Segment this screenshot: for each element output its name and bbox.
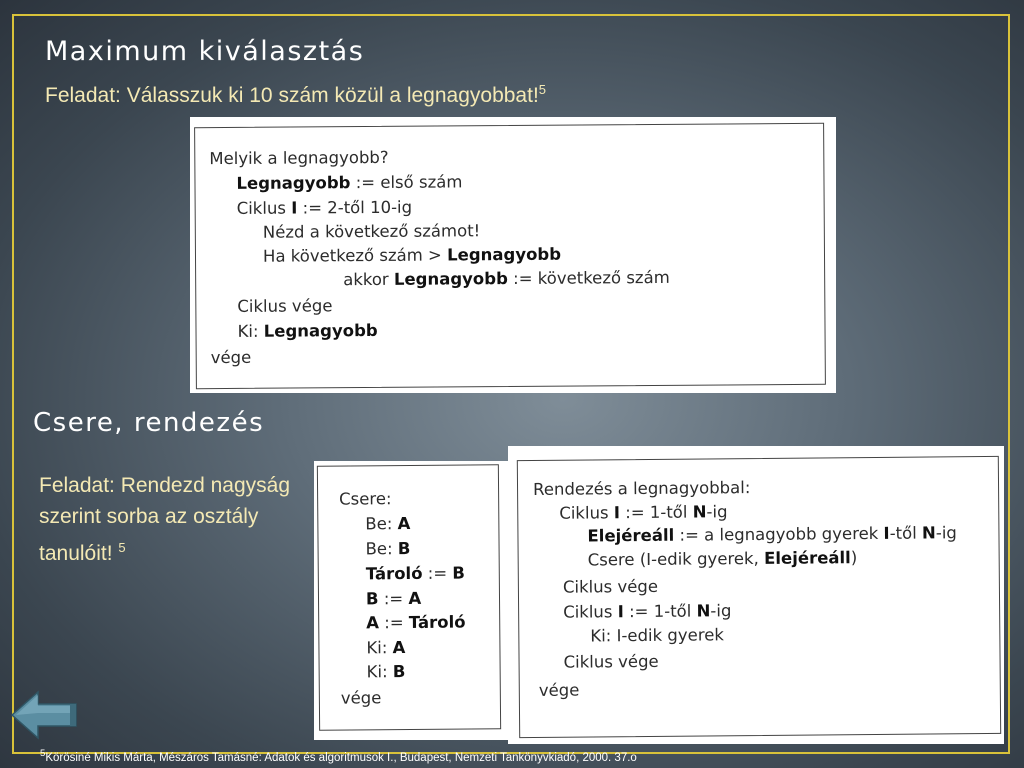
algo-max-line bbox=[263, 245, 561, 266]
algo-swap-line bbox=[341, 688, 382, 707]
back-arrow-button[interactable] bbox=[10, 689, 80, 741]
algo-max-line bbox=[236, 172, 462, 193]
code-text: := 1-től bbox=[619, 502, 693, 523]
algo-swap-body bbox=[313, 460, 509, 741]
algo-swap-line bbox=[339, 489, 392, 508]
section2-title: Csere, rendezés bbox=[33, 408, 265, 438]
keyword: I bbox=[291, 198, 298, 218]
code-text: Nézd a következő számot! bbox=[262, 221, 481, 242]
footnote bbox=[40, 748, 637, 764]
code-text: ) bbox=[850, 548, 858, 568]
code-text: Melyik a legnagyobb? bbox=[209, 147, 389, 169]
algo-max-line bbox=[263, 221, 481, 242]
keyword: N bbox=[692, 502, 707, 522]
keyword: B bbox=[365, 589, 379, 609]
algo-swap-line bbox=[366, 589, 421, 608]
keyword: B bbox=[397, 539, 411, 559]
keyword: I bbox=[617, 602, 624, 622]
code-text: Ciklus vége bbox=[562, 576, 659, 597]
algo-max-line bbox=[237, 198, 413, 218]
algo-swap-line bbox=[366, 638, 405, 657]
algo-sort-line bbox=[539, 681, 580, 700]
keyword: N bbox=[696, 601, 711, 621]
left-arrow-icon bbox=[12, 692, 76, 738]
algo-sort-line bbox=[588, 548, 858, 569]
code-text: Ha következő szám > bbox=[262, 245, 448, 266]
code-text: := első szám bbox=[350, 172, 463, 193]
code-text: -ig bbox=[706, 502, 728, 522]
code-text: := 1-től bbox=[623, 601, 697, 622]
algo-sort-line bbox=[533, 478, 750, 499]
task1-ref: 5 bbox=[538, 82, 547, 97]
slide-title: Maximum kiválasztás bbox=[45, 36, 365, 67]
code-text: Ciklus bbox=[559, 503, 614, 523]
algo-max-line bbox=[237, 321, 377, 341]
algo-swap-line bbox=[365, 514, 410, 533]
code-text: vége bbox=[210, 347, 252, 368]
code-text: Csere (I-edik gyerek, bbox=[587, 548, 765, 570]
keyword: Tároló bbox=[408, 612, 466, 633]
code-text: := bbox=[422, 563, 453, 583]
keyword: A bbox=[392, 638, 406, 658]
keyword: A bbox=[366, 613, 380, 633]
keyword: B bbox=[392, 662, 406, 682]
algo-sort-line bbox=[587, 523, 957, 545]
code-text: -ig bbox=[710, 601, 732, 621]
keyword: Legnagyobb bbox=[393, 269, 508, 289]
algo-sort-line bbox=[559, 502, 727, 522]
code-text: := 2-től 10-ig bbox=[297, 197, 413, 218]
footnote-ref: 5 bbox=[40, 748, 46, 759]
algo-swap-image bbox=[314, 461, 508, 740]
algo-sort-line bbox=[563, 601, 731, 621]
code-text: Ciklus bbox=[563, 602, 618, 622]
keyword: I bbox=[613, 503, 621, 523]
keyword: A bbox=[408, 588, 422, 609]
code-text: vége bbox=[538, 680, 580, 700]
algo-max-body bbox=[189, 115, 837, 396]
code-text: := következő szám bbox=[507, 267, 670, 289]
algo-max-line bbox=[343, 268, 670, 289]
keyword: Elejéreáll bbox=[587, 525, 675, 546]
code-text: Ki: bbox=[366, 662, 393, 682]
keyword: Legnagyobb bbox=[447, 244, 562, 265]
code-text: Rendezés a legnagyobbal: bbox=[532, 478, 751, 499]
algo-sort-line bbox=[563, 577, 658, 597]
code-text: Ki: bbox=[237, 321, 264, 341]
keyword: I bbox=[883, 523, 890, 543]
code-text: vége bbox=[340, 688, 382, 708]
task1-label: Feladat: Válasszuk ki 10 szám közül a legnagyobbat! bbox=[45, 84, 539, 107]
code-text: Ki: bbox=[366, 638, 393, 658]
algo-swap-line bbox=[367, 662, 406, 681]
code-text: Ciklus bbox=[236, 198, 292, 218]
code-text: -től bbox=[889, 523, 923, 543]
code-text: := bbox=[378, 613, 409, 633]
keyword: Legnagyobb bbox=[236, 173, 351, 193]
algo-sort-image bbox=[508, 446, 1004, 744]
task2-ref: 5 bbox=[118, 540, 126, 555]
keyword: Elejéreáll bbox=[763, 548, 851, 568]
code-text: Ciklus vége bbox=[237, 296, 333, 316]
footnote-text: Körösiné Mikis Márta, Mészáros Tamásné: Adatok és algoritmusok I., Budapest, Nemzeti Tankönyvkiadó, 2000. 37.o bbox=[45, 751, 637, 764]
code-text: := a legnagyobb gyerek bbox=[674, 523, 884, 545]
algo-max-line bbox=[237, 296, 332, 316]
algo-max-image bbox=[190, 117, 836, 393]
code-text: := bbox=[378, 589, 409, 609]
keyword: A bbox=[397, 514, 411, 534]
code-text: Ciklus vége bbox=[563, 651, 659, 672]
algo-swap-line bbox=[366, 564, 465, 584]
algo-swap-line bbox=[365, 539, 410, 558]
code-text: Ki: I-edik gyerek bbox=[590, 625, 724, 646]
algo-sort-line bbox=[563, 652, 658, 672]
algo-max-line bbox=[209, 148, 388, 168]
keyword: Legnagyobb bbox=[263, 320, 378, 341]
task1-text bbox=[45, 82, 546, 108]
code-text: Csere: bbox=[339, 489, 392, 509]
algo-sort-body bbox=[507, 444, 1006, 746]
code-text: -ig bbox=[935, 523, 957, 543]
task2-label: Feladat: Rendezd nagyság szerint sorba az osztály tanulóit! bbox=[39, 474, 291, 565]
algo-max-line bbox=[211, 348, 252, 367]
code-text: Be: bbox=[365, 539, 398, 559]
algo-sort-line bbox=[590, 625, 724, 645]
keyword: N bbox=[921, 523, 936, 543]
code-text: akkor bbox=[343, 269, 394, 290]
algo-swap-line bbox=[366, 613, 466, 633]
code-text: Be: bbox=[365, 514, 398, 534]
keyword: Tároló bbox=[365, 563, 423, 584]
keyword: B bbox=[452, 563, 466, 583]
task2-text bbox=[39, 470, 309, 569]
